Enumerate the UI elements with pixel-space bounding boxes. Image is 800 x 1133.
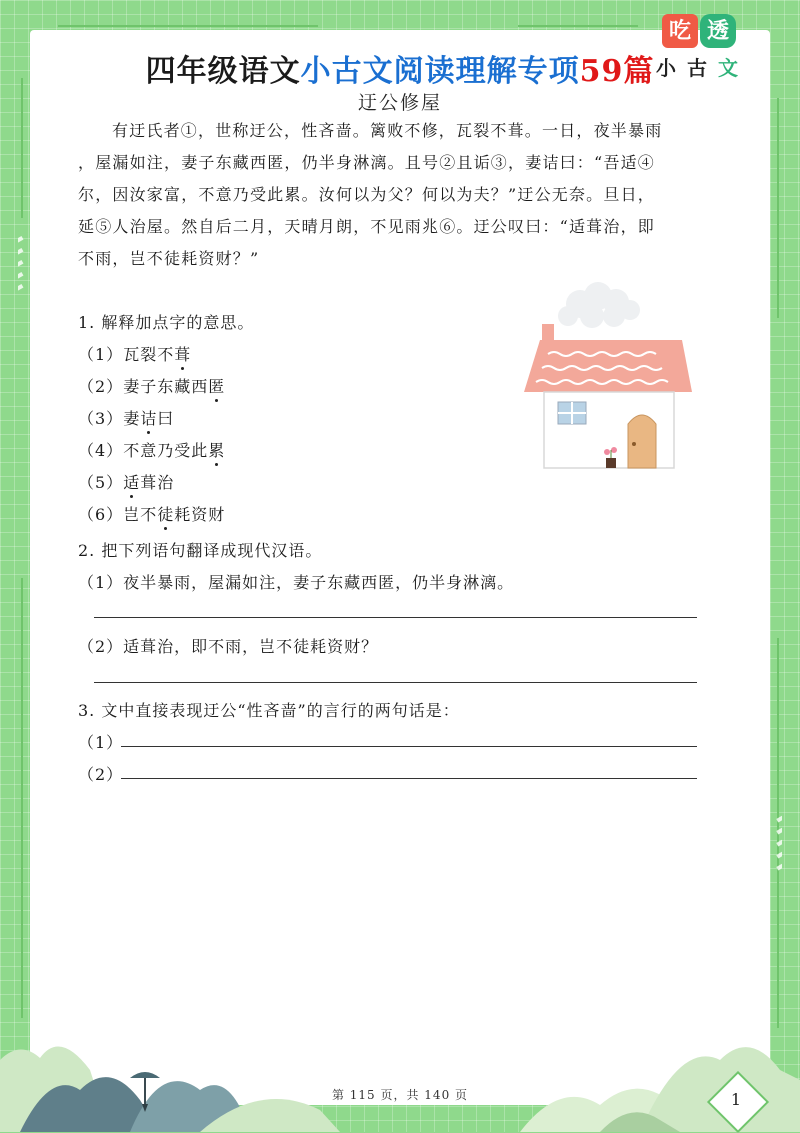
item-text: 不意乃受此 (123, 441, 209, 460)
item-number: （2） (78, 377, 124, 396)
dotted-character: 适 (123, 470, 140, 493)
item-text: 妻 (123, 409, 141, 428)
answer-line[interactable] (121, 746, 697, 747)
brand-char-3: 文 (717, 56, 740, 80)
question-1-item (78, 406, 174, 429)
passage-title: 迂公修屋 (357, 92, 442, 114)
passage-line: 尔，因汝家富，不意乃受此累。汝何以为父？何以为夫？”迂公无奈。旦日， (78, 185, 655, 204)
question-1-item (78, 438, 225, 461)
item-text: 妻子东藏西 (123, 377, 209, 396)
item-number: （5） (78, 473, 124, 492)
question-1-item (78, 470, 174, 493)
question-1-item (78, 502, 225, 525)
brand-badge-2: 透 (700, 14, 736, 48)
page-footer: 第 115 页，共 140 页 (331, 1088, 469, 1102)
brand-char-1: 小 (656, 56, 678, 80)
item-text: 瓦裂不 (123, 345, 175, 364)
item-text: 耗资财 (174, 505, 226, 524)
question-3-label-1: （1） (78, 733, 124, 752)
title-topic: 小古文阅读理解专项 (300, 54, 580, 89)
item-text: 岂不 (123, 505, 158, 524)
passage-line: 延⑤人治屋。然自后二月，天晴月朗，不见雨兆⑥。迂公叹曰：“适葺治，即 (78, 217, 655, 236)
passage-line: 有迂氏者①，世称迂公，性吝啬。篱败不修，瓦裂不葺。一日，夜半暴雨 (112, 121, 663, 140)
flower-pot (606, 458, 616, 468)
question-3-heading: 3. 文中直接表现迂公“性吝啬”的言行的两句话是： (78, 701, 460, 720)
item-text: 葺治 (140, 473, 175, 492)
question-2-heading: 2. 把下列语句翻译成现代汉语。 (78, 541, 323, 560)
title-count: 59篇 (579, 54, 655, 89)
answer-line[interactable] (94, 617, 697, 618)
question-2-item-2: （2）适葺治，即不雨，岂不徒耗资财？ (78, 637, 379, 656)
dotted-character: 诘 (140, 406, 157, 429)
question-1-item (78, 374, 225, 397)
mountain-landscape (0, 1000, 800, 1132)
dotted-character: 累 (208, 438, 225, 461)
dotted-character: 匿 (208, 374, 225, 397)
brand-badge-1: 吃 (662, 14, 698, 48)
house-illustration (518, 282, 694, 472)
item-number: （6） (78, 505, 124, 524)
item-number: （1） (78, 345, 124, 364)
passage-line: ，屋漏如注，妻子东藏西匿，仍半身淋漓。且号②且诟③，妻诘曰：“吾适④ (78, 153, 655, 172)
item-number: （4） (78, 441, 124, 460)
title-grade: 四年级语文 (145, 54, 301, 89)
brand-char-2: 古 (686, 56, 709, 80)
dotted-character: 葺 (174, 342, 191, 365)
item-number: （3） (78, 409, 124, 428)
item-text: 曰 (157, 409, 175, 428)
smoke-cloud (558, 282, 640, 328)
question-2-item-1: （1）夜半暴雨，屋漏如注，妻子东藏西匿，仍半身淋漓。 (78, 573, 515, 592)
passage-line: 不雨，岂不徒耗资财？” (78, 249, 260, 268)
passage (78, 115, 718, 275)
page-number: 1 (730, 1090, 742, 1109)
brand-text (656, 52, 740, 81)
question-1-heading: 1. 解释加点字的意思。 (78, 313, 255, 332)
answer-line[interactable] (121, 778, 697, 779)
answer-line[interactable] (94, 682, 697, 683)
dotted-character: 徒 (157, 502, 174, 525)
door (628, 415, 656, 468)
question-1-item (78, 342, 191, 365)
question-3-label-2: （2） (78, 765, 124, 784)
chimney (542, 324, 554, 342)
